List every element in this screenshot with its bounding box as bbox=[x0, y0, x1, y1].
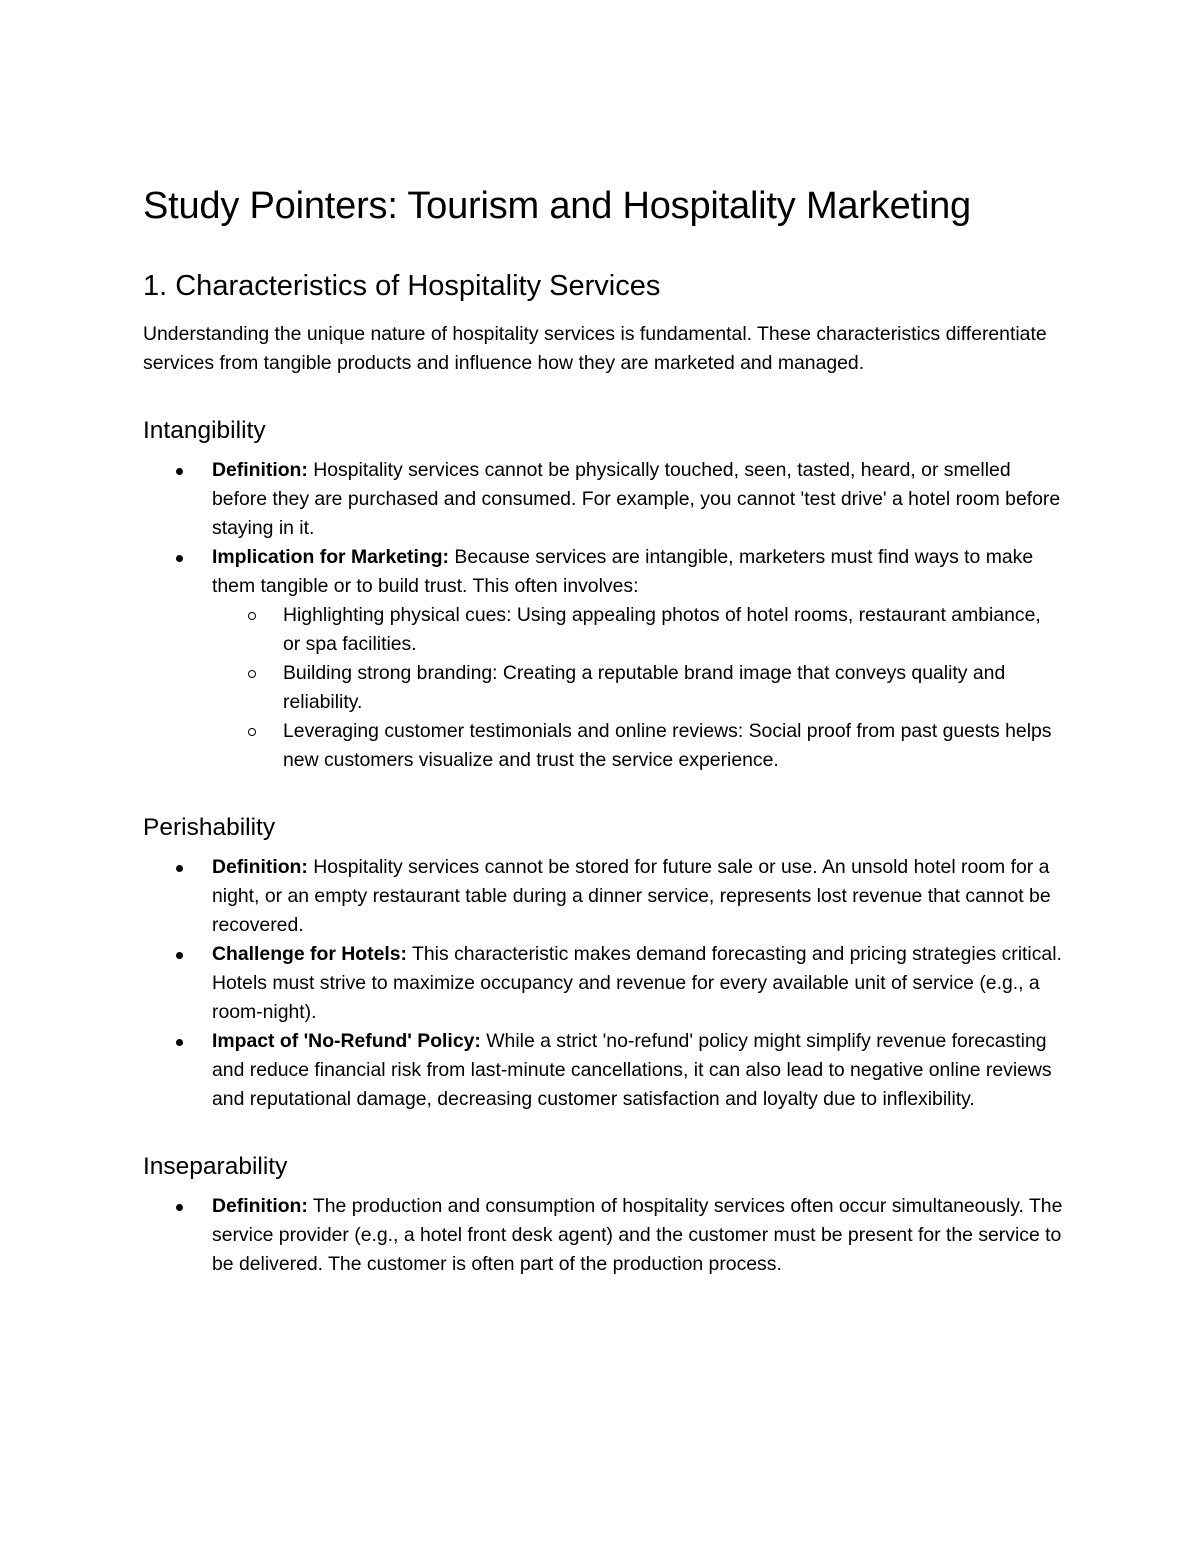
perishability-list bbox=[143, 853, 1063, 1114]
list-item bbox=[212, 456, 1063, 543]
item-text: Because services are intangible, marketers must find ways to make them tangible or to build trust. This often involves: bbox=[212, 546, 1034, 597]
sub-list bbox=[212, 601, 1063, 775]
sub-list-item: Highlighting physical cues: Using appealing photos of hotel rooms, restaurant ambiance, or spa facilities. bbox=[283, 601, 1063, 659]
item-label: Challenge for Hotels: bbox=[212, 943, 408, 965]
item-label: Definition: bbox=[212, 459, 308, 481]
document-page bbox=[143, 180, 1063, 1279]
inseparability-list bbox=[143, 1192, 1063, 1279]
subsection-heading-inseparability: Inseparability bbox=[143, 1153, 288, 1180]
document-title: Study Pointers: Tourism and Hospitality Marketing bbox=[143, 185, 971, 227]
sub-list-item: Leveraging customer testimonials and online reviews: Social proof from past guests helps new customers visualize and trust the service experience. bbox=[283, 717, 1063, 775]
item-text: The production and consumption of hospitality services often occur simultaneously. The service provider (e.g., a hotel front desk agent) and the customer must be present for the service to be delivered. The customer is often part of the production process. bbox=[212, 1195, 1063, 1275]
subsection-heading-perishability: Perishability bbox=[143, 814, 276, 841]
list-item bbox=[212, 853, 1063, 940]
list-item bbox=[212, 940, 1063, 1027]
list-item bbox=[212, 1192, 1063, 1279]
list-item bbox=[212, 543, 1063, 775]
subsection-heading-intangibility: Intangibility bbox=[143, 417, 266, 444]
item-label: Definition: bbox=[212, 856, 308, 878]
item-label: Implication for Marketing: bbox=[212, 546, 450, 568]
item-text: While a strict 'no-refund' policy might simplify revenue forecasting and reduce financial risk from last-minute cancellations, it can also lead to negative online reviews and reputational damage, decreasing customer satisfaction and loyalty due to inflexibility. bbox=[212, 1030, 1052, 1110]
item-text: Hospitality services cannot be physically touched, seen, tasted, heard, or smelled before they are purchased and consumed. For example, you cannot 'test drive' a hotel room before staying in it. bbox=[212, 459, 1061, 539]
item-text: This characteristic makes demand forecasting and pricing strategies critical. Hotels must strive to maximize occupancy and revenue for every available unit of service (e.g., a room-night). bbox=[212, 943, 1062, 1023]
item-text: Hospitality services cannot be stored for future sale or use. An unsold hotel room for a night, or an empty restaurant table during a dinner service, represents lost revenue that cannot be recovered. bbox=[212, 856, 1051, 936]
list-item bbox=[212, 1027, 1063, 1114]
sub-list-item: Building strong branding: Creating a reputable brand image that conveys quality and reliability. bbox=[283, 659, 1063, 717]
item-label: Impact of 'No-Refund' Policy: bbox=[212, 1030, 481, 1052]
intangibility-list bbox=[143, 456, 1063, 775]
section-intro-paragraph: Understanding the unique nature of hospitality services is fundamental. These characteristics differentiate services from tangible products and influence how they are marketed and managed. bbox=[143, 323, 1047, 374]
item-label: Definition: bbox=[212, 1195, 308, 1217]
section-heading-characteristics: 1. Characteristics of Hospitality Services bbox=[143, 270, 661, 302]
